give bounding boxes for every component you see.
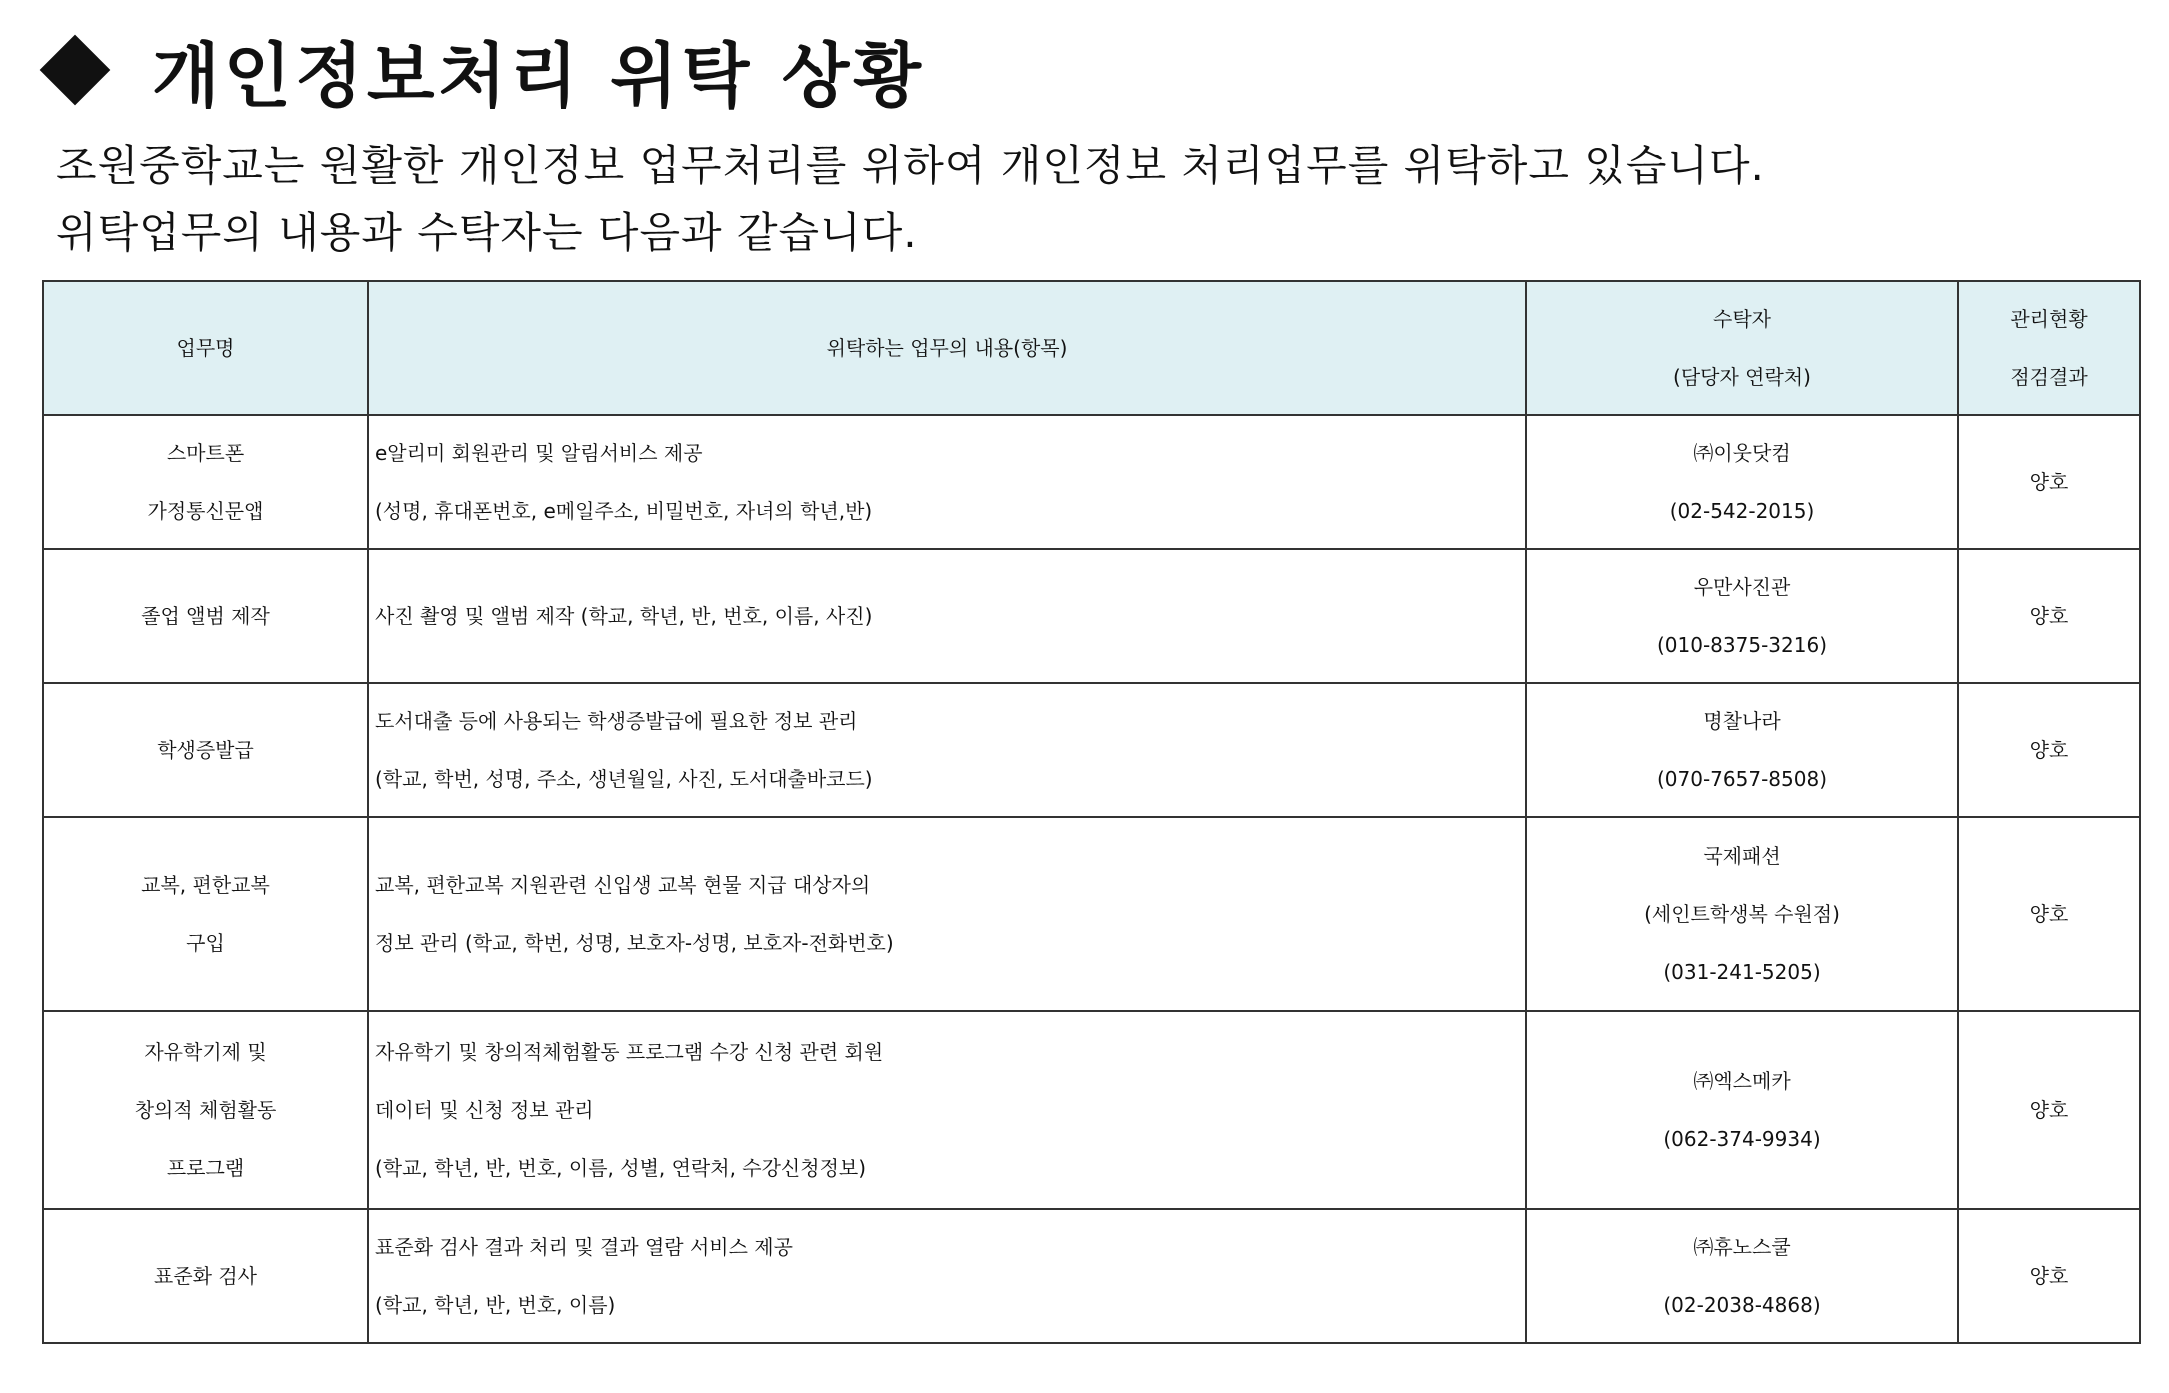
detail-cell — [368, 549, 1526, 683]
table-row — [43, 817, 2140, 1011]
status-cell — [1958, 683, 2140, 817]
header-task-label: 업무명 — [176, 336, 235, 360]
task-line: 스마트폰 — [166, 441, 245, 465]
header-status-line: 관리현황 — [2010, 307, 2088, 331]
status-value: 양호 — [2029, 1264, 2069, 1288]
task-line: 자유학기제 및 — [144, 1040, 267, 1064]
header-trustee-line: (담당자 연락처) — [1673, 365, 1811, 389]
detail-line: (학교, 학년, 반, 번호, 이름, 성별, 연락처, 수강신청정보) — [375, 1156, 867, 1180]
intro-line-2: 위탁업무의 내용과 수탁자는 다음과 같습니다. — [56, 208, 918, 257]
table-row — [43, 549, 2140, 683]
status-value: 양호 — [2029, 470, 2069, 494]
trustee-line: ㈜휴노스쿨 — [1693, 1235, 1791, 1259]
trustee-line: (062-374-9934) — [1663, 1127, 1821, 1151]
status-cell — [1958, 549, 2140, 683]
trustee-line: (010-8375-3216) — [1656, 633, 1827, 657]
trustee-line: 명찰나라 — [1703, 709, 1781, 733]
trustee-cell — [1526, 683, 1958, 817]
task-line: 구입 — [186, 931, 225, 955]
trustee-line: (세인트학생복 수원점) — [1644, 902, 1840, 926]
intro-line-1: 조원중학교는 원활한 개인정보 업무처리를 위하여 개인정보 처리업무를 위탁하고 있습니다. — [56, 141, 1765, 190]
status-cell — [1958, 1209, 2140, 1343]
trustee-line: (031-241-5205) — [1663, 960, 1821, 984]
task-line: 가정통신문앱 — [147, 499, 264, 523]
trustee-line: 국제패션 — [1703, 844, 1781, 868]
header-status — [1958, 281, 2140, 415]
table-row — [43, 415, 2140, 549]
detail-line: 데이터 및 신청 정보 관리 — [375, 1098, 594, 1122]
detail-cell — [368, 1209, 1526, 1343]
header-trustee-line: 수탁자 — [1713, 307, 1771, 331]
header-task — [43, 281, 368, 415]
trustee-line: 우만사진관 — [1693, 575, 1791, 599]
trustee-cell — [1526, 549, 1958, 683]
trustee-line: (070-7657-8508) — [1656, 767, 1827, 791]
task-line: 졸업 앨범 제작 — [141, 604, 270, 628]
status-cell — [1958, 817, 2140, 1011]
heading-title: 개인정보처리 위탁 상황 — [152, 34, 925, 117]
detail-cell — [368, 683, 1526, 817]
status-value: 양호 — [2029, 604, 2069, 628]
trustee-cell — [1526, 1209, 1958, 1343]
trustee-cell — [1526, 817, 1958, 1011]
task-line: 창의적 체험활동 — [134, 1098, 277, 1122]
page-heading — [36, 20, 925, 120]
detail-line: e알리미 회원관리 및 알림서비스 제공 — [375, 441, 703, 465]
table-row — [43, 1209, 2140, 1343]
detail-cell — [368, 817, 1526, 1011]
header-detail-label: 위탁하는 업무의 내용(항목) — [826, 336, 1068, 360]
trustee-line: ㈜엑스메카 — [1693, 1069, 1791, 1093]
trustee-line: (02-2038-4868) — [1663, 1293, 1821, 1317]
task-cell — [43, 415, 368, 549]
entrustment-table — [42, 280, 2141, 1344]
task-line: 학생증발급 — [157, 738, 254, 762]
task-line: 프로그램 — [166, 1156, 245, 1180]
detail-line: 사진 촬영 및 앨범 제작 (학교, 학년, 반, 번호, 이름, 사진) — [375, 604, 873, 628]
header-detail — [368, 281, 1526, 415]
trustee-cell — [1526, 415, 1958, 549]
detail-cell — [368, 1011, 1526, 1209]
detail-line: (학교, 학번, 성명, 주소, 생년월일, 사진, 도서대출바코드) — [375, 767, 873, 791]
header-status-line: 점검결과 — [2010, 365, 2088, 389]
status-value: 양호 — [2029, 1098, 2069, 1122]
task-cell — [43, 683, 368, 817]
task-line: 교복, 편한교복 — [141, 873, 270, 897]
table-row — [43, 1011, 2140, 1209]
diamond-bullet-icon — [40, 35, 111, 106]
detail-line: (학교, 학년, 반, 번호, 이름) — [375, 1293, 616, 1317]
table-header-row — [43, 281, 2140, 415]
header-trustee — [1526, 281, 1958, 415]
table-row — [43, 683, 2140, 817]
detail-line: 표준화 검사 결과 처리 및 결과 열람 서비스 제공 — [375, 1235, 793, 1259]
trustee-line: (02-542-2015) — [1669, 499, 1815, 523]
detail-cell — [368, 415, 1526, 549]
task-cell — [43, 1209, 368, 1343]
task-cell — [43, 1011, 368, 1209]
detail-line: 자유학기 및 창의적체험활동 프로그램 수강 신청 관련 회원 — [375, 1040, 884, 1064]
task-cell — [43, 817, 368, 1011]
status-value: 양호 — [2029, 738, 2069, 762]
task-line: 표준화 검사 — [154, 1264, 257, 1288]
detail-line: 교복, 편한교복 지원관련 신입생 교복 현물 지급 대상자의 — [375, 873, 871, 897]
detail-line: 도서대출 등에 사용되는 학생증발급에 필요한 정보 관리 — [375, 709, 858, 733]
detail-line: (성명, 휴대폰번호, e메일주소, 비밀번호, 자녀의 학년,반) — [375, 499, 873, 523]
status-cell — [1958, 415, 2140, 549]
trustee-cell — [1526, 1011, 1958, 1209]
status-value: 양호 — [2029, 902, 2069, 926]
detail-line: 정보 관리 (학교, 학번, 성명, 보호자-성명, 보호자-전화번호) — [375, 931, 894, 955]
trustee-line: ㈜이웃닷컴 — [1693, 441, 1791, 465]
task-cell — [43, 549, 368, 683]
status-cell — [1958, 1011, 2140, 1209]
